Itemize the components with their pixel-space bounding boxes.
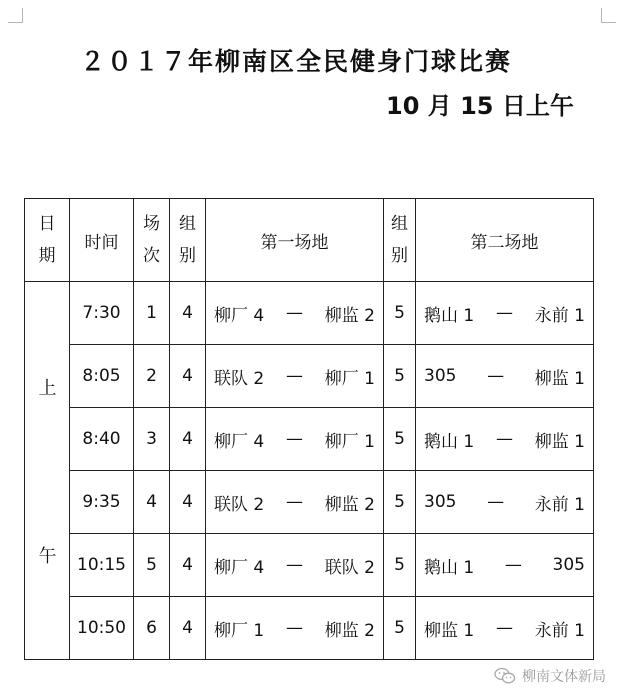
page-title: ２０１７年柳南区全民健身门球比赛 bbox=[80, 47, 513, 76]
header-group-1: 组 别 bbox=[170, 199, 206, 282]
home-team: 鹅山 1 bbox=[424, 305, 475, 326]
schedule-table bbox=[24, 198, 594, 660]
header-date: 日 期 bbox=[25, 199, 70, 282]
field-1-match bbox=[206, 282, 384, 345]
home-team: 305 bbox=[424, 366, 457, 386]
wechat-icon bbox=[494, 667, 516, 685]
field-1-match bbox=[206, 471, 384, 534]
round-cell: 1 bbox=[134, 282, 170, 345]
home-team: 联队 2 bbox=[214, 494, 265, 515]
match-dash: — bbox=[487, 366, 505, 386]
match-dash: — bbox=[504, 555, 522, 575]
time-cell: 8:05 bbox=[70, 345, 134, 408]
match-dash: — bbox=[286, 303, 303, 323]
watermark bbox=[494, 666, 606, 686]
away-team: 永前 1 bbox=[534, 620, 585, 641]
page-corner-mark-right bbox=[601, 8, 616, 23]
field-1-match bbox=[206, 408, 384, 471]
group-2-cell: 5 bbox=[384, 597, 416, 660]
table-row bbox=[25, 597, 594, 660]
header-time: 时间 bbox=[70, 199, 134, 282]
match-dash: — bbox=[496, 303, 513, 323]
home-team: 柳厂 1 bbox=[214, 620, 265, 641]
header-group-2: 组 别 bbox=[384, 199, 416, 282]
time-cell: 10:50 bbox=[70, 597, 134, 660]
field-1-match bbox=[206, 597, 384, 660]
group-2-cell: 5 bbox=[384, 471, 416, 534]
home-team: 柳厂 4 bbox=[214, 305, 265, 326]
group-2-cell: 5 bbox=[384, 534, 416, 597]
away-team: 305 bbox=[552, 555, 585, 575]
away-team: 联队 2 bbox=[324, 557, 375, 578]
away-team: 柳厂 1 bbox=[324, 368, 375, 389]
away-team: 柳监 2 bbox=[324, 305, 375, 326]
home-team: 鹅山 1 bbox=[424, 431, 475, 452]
away-team: 柳监 1 bbox=[534, 368, 585, 389]
match-dash: — bbox=[496, 429, 513, 449]
field-2-match bbox=[416, 597, 594, 660]
field-2-match bbox=[416, 282, 594, 345]
table-row bbox=[25, 282, 594, 345]
group-1-cell: 4 bbox=[170, 471, 206, 534]
time-cell: 7:30 bbox=[70, 282, 134, 345]
away-team: 柳监 1 bbox=[534, 431, 585, 452]
round-cell: 5 bbox=[134, 534, 170, 597]
away-team: 永前 1 bbox=[534, 494, 585, 515]
field-1-match bbox=[206, 534, 384, 597]
table-row bbox=[25, 408, 594, 471]
match-dash: — bbox=[286, 492, 303, 512]
page-subtitle: 10 月 15 日上午 bbox=[386, 92, 574, 120]
away-team: 柳厂 1 bbox=[324, 431, 375, 452]
away-team: 柳监 2 bbox=[324, 620, 375, 641]
header-round: 场 次 bbox=[134, 199, 170, 282]
date-cell bbox=[25, 282, 70, 660]
round-cell: 6 bbox=[134, 597, 170, 660]
match-dash: — bbox=[487, 492, 505, 512]
group-1-cell: 4 bbox=[170, 534, 206, 597]
field-2-match bbox=[416, 408, 594, 471]
group-2-cell: 5 bbox=[384, 345, 416, 408]
field-2-match bbox=[416, 471, 594, 534]
field-2-match bbox=[416, 345, 594, 408]
group-2-cell: 5 bbox=[384, 282, 416, 345]
home-team: 305 bbox=[424, 492, 457, 512]
home-team: 柳监 1 bbox=[424, 620, 475, 641]
header-field-2: 第二场地 bbox=[416, 199, 594, 282]
match-dash: — bbox=[286, 618, 303, 638]
group-1-cell: 4 bbox=[170, 408, 206, 471]
time-cell: 8:40 bbox=[70, 408, 134, 471]
watermark-text: 柳南文体新局 bbox=[522, 669, 606, 685]
group-1-cell: 4 bbox=[170, 345, 206, 408]
match-dash: — bbox=[286, 555, 303, 575]
home-team: 柳厂 4 bbox=[214, 431, 265, 452]
match-dash: — bbox=[496, 618, 513, 638]
group-2-cell: 5 bbox=[384, 408, 416, 471]
home-team: 柳厂 4 bbox=[214, 557, 265, 578]
page-corner-mark-left bbox=[8, 8, 23, 23]
field-2-match bbox=[416, 534, 594, 597]
table-header-row bbox=[25, 199, 594, 282]
date-char-2: 午 bbox=[38, 546, 57, 567]
group-1-cell: 4 bbox=[170, 597, 206, 660]
home-team: 鹅山 1 bbox=[424, 557, 475, 578]
match-dash: — bbox=[286, 429, 303, 449]
field-1-match bbox=[206, 345, 384, 408]
away-team: 永前 1 bbox=[534, 305, 585, 326]
round-cell: 3 bbox=[134, 408, 170, 471]
match-dash: — bbox=[286, 366, 303, 386]
home-team: 联队 2 bbox=[214, 368, 265, 389]
round-cell: 4 bbox=[134, 471, 170, 534]
table-row bbox=[25, 345, 594, 408]
group-1-cell: 4 bbox=[170, 282, 206, 345]
header-field-1: 第一场地 bbox=[206, 199, 384, 282]
round-cell: 2 bbox=[134, 345, 170, 408]
away-team: 柳监 2 bbox=[324, 494, 375, 515]
time-cell: 9:35 bbox=[70, 471, 134, 534]
table-row bbox=[25, 471, 594, 534]
table-row bbox=[25, 534, 594, 597]
time-cell: 10:15 bbox=[70, 534, 134, 597]
date-char-1: 上 bbox=[38, 378, 57, 399]
